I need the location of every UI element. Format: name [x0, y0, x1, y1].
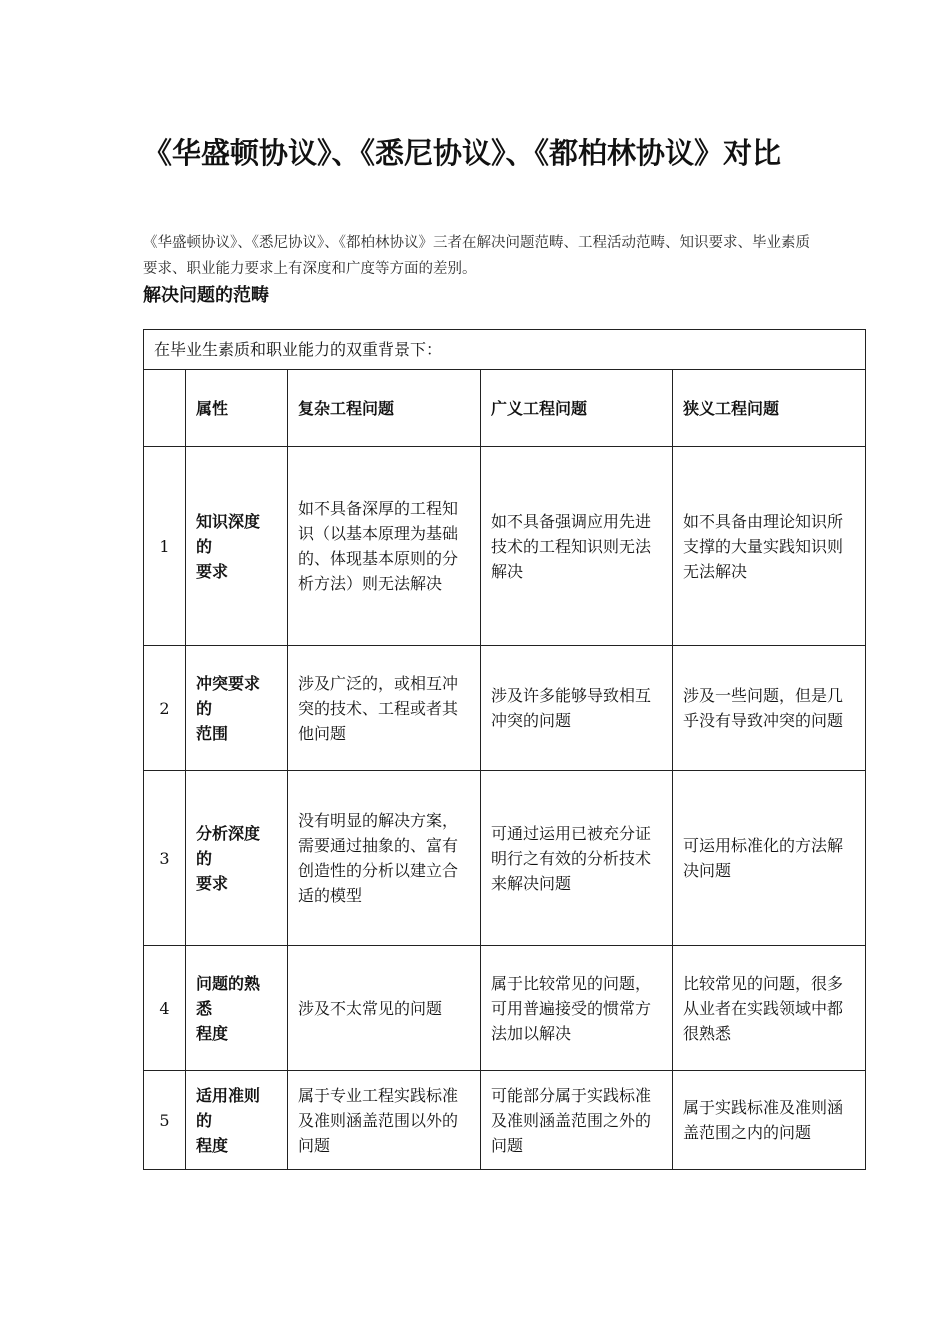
- row-number: 3: [144, 771, 186, 946]
- cell-narrow: 如不具备由理论知识所支撑的大量实践知识则无法解决: [673, 447, 866, 646]
- table-row: [144, 447, 866, 646]
- row-attribute: [186, 447, 288, 646]
- attribute-line: 的: [196, 1110, 213, 1130]
- header-broad: 广义工程问题: [481, 370, 673, 447]
- cell-broad: 涉及许多能够导致相互冲突的问题: [481, 646, 673, 771]
- table-row: [144, 771, 866, 946]
- header-complex: 复杂工程问题: [288, 370, 481, 447]
- attribute-line: 的: [196, 536, 213, 556]
- section-heading: 解决问题的范畴: [143, 285, 269, 306]
- cell-narrow: 属于实践标准及准则涵盖范围之内的问题: [673, 1071, 866, 1170]
- background-note: 在毕业生素质和职业能力的双重背景下：: [144, 330, 866, 370]
- attribute-line: 程度: [196, 1135, 229, 1155]
- cell-narrow: 涉及一些问题，但是几乎没有导致冲突的问题: [673, 646, 866, 771]
- row-attribute: [186, 946, 288, 1071]
- header-narrow: 狭义工程问题: [673, 370, 866, 447]
- header-num-cell: [144, 370, 186, 447]
- table-row: [144, 1071, 866, 1170]
- cell-broad: 属于比较常见的问题，可用普遍接受的惯常方法加以解决: [481, 946, 673, 1071]
- attribute-line: 要求: [196, 561, 229, 581]
- attribute-line: 悉: [196, 998, 213, 1018]
- header-row: [144, 370, 866, 447]
- header-attribute: 属性: [186, 370, 288, 447]
- attribute-line: 范围: [196, 723, 229, 743]
- cell-complex: 涉及不太常见的问题: [288, 946, 481, 1071]
- attribute-line: 要求: [196, 873, 229, 893]
- attribute-line: 适用准则: [196, 1085, 261, 1105]
- row-number: 5: [144, 1071, 186, 1170]
- intro-paragraph: 《华盛顿协议》、《悉尼协议》、《都柏林协议》三者在解决问题范畴、工程活动范畴、知识要求、毕业素质要求、职业能力要求上有深度和广度等方面的差别。: [143, 235, 810, 277]
- table-row: [144, 646, 866, 771]
- cell-broad: 可能部分属于实践标准及准则涵盖范围之外的问题: [481, 1071, 673, 1170]
- row-attribute: [186, 771, 288, 946]
- attribute-line: 分析深度: [196, 823, 261, 843]
- comparison-table: [143, 329, 866, 1170]
- background-row: [144, 330, 866, 370]
- cell-narrow: 可运用标准化的方法解决问题: [673, 771, 866, 946]
- attribute-line: 知识深度: [196, 511, 261, 531]
- cell-complex: 涉及广泛的，或相互冲突的技术、工程或者其他问题: [288, 646, 481, 771]
- row-attribute: [186, 646, 288, 771]
- cell-broad: 如不具备强调应用先进技术的工程知识则无法解决: [481, 447, 673, 646]
- cell-complex: 没有明显的解决方案，需要通过抽象的、富有创造性的分析以建立合适的模型: [288, 771, 481, 946]
- table-row: [144, 946, 866, 1071]
- attribute-line: 的: [196, 698, 213, 718]
- row-number: 4: [144, 946, 186, 1071]
- attribute-line: 冲突要求: [196, 673, 261, 693]
- document-title: 《华盛顿协议》、《悉尼协议》、《都柏林协议》对比: [143, 136, 782, 170]
- attribute-line: 程度: [196, 1023, 229, 1043]
- attribute-line: 的: [196, 848, 213, 868]
- cell-narrow: 比较常见的问题，很多从业者在实践领域中都很熟悉: [673, 946, 866, 1071]
- cell-complex: 属于专业工程实践标准及准则涵盖范围以外的问题: [288, 1071, 481, 1170]
- attribute-line: 问题的熟: [196, 973, 261, 993]
- row-number: 2: [144, 646, 186, 771]
- cell-broad: 可通过运用已被充分证明行之有效的分析技术来解决问题: [481, 771, 673, 946]
- cell-complex: 如不具备深厚的工程知识（以基本原理为基础的、体现基本原则的分析方法）则无法解决: [288, 447, 481, 646]
- row-attribute: [186, 1071, 288, 1170]
- row-number: 1: [144, 447, 186, 646]
